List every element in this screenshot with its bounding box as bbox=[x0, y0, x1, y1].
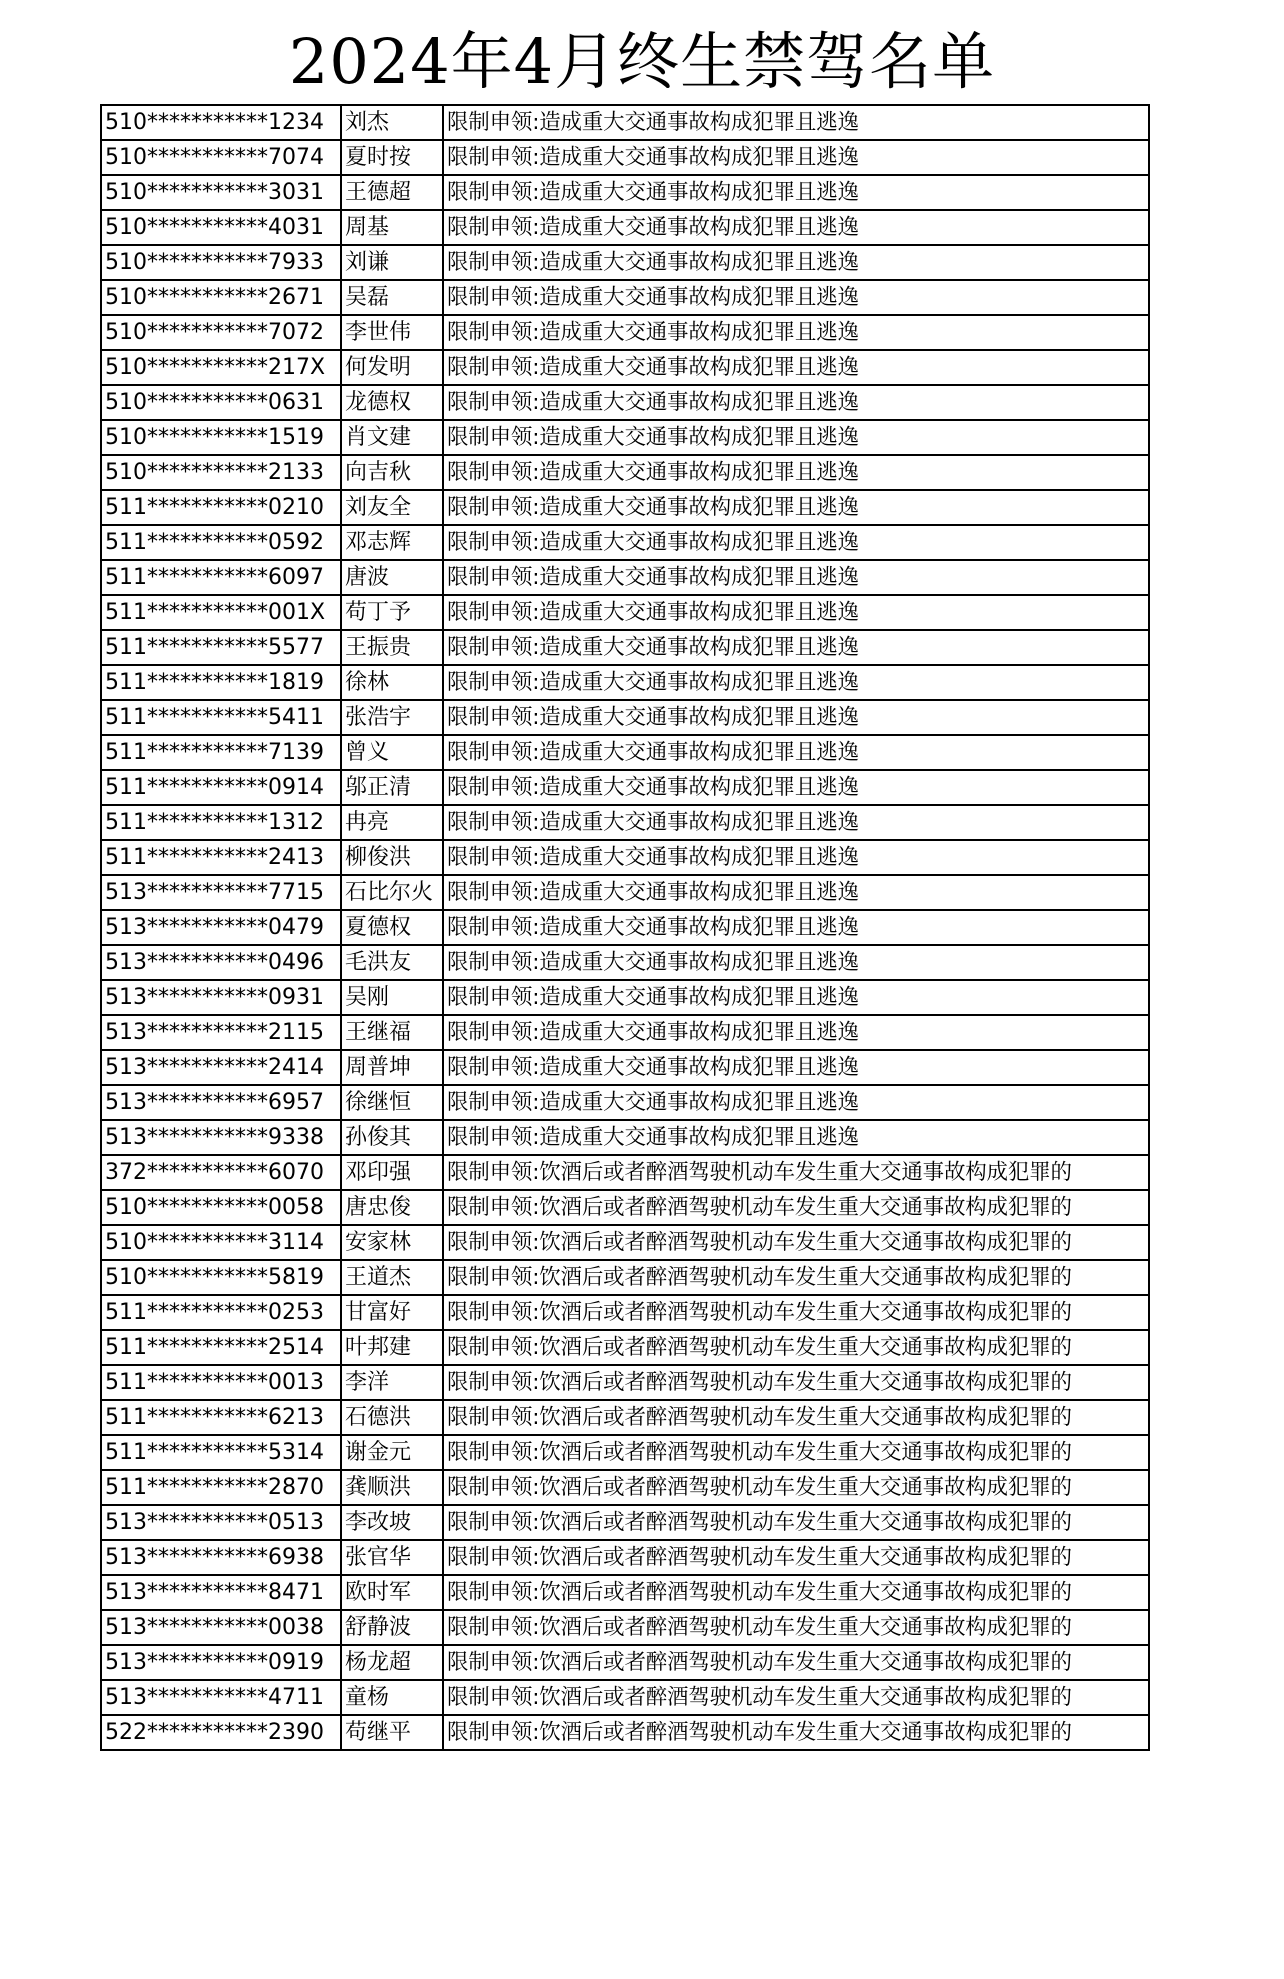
id-number-cell: 513***********0513 bbox=[101, 1505, 341, 1540]
name-cell: 王德超 bbox=[341, 175, 443, 210]
reason-cell: 限制申领:造成重大交通事故构成犯罪且逃逸 bbox=[443, 385, 1149, 420]
id-number-cell: 511***********7139 bbox=[101, 735, 341, 770]
table-row bbox=[101, 945, 1149, 980]
table-row bbox=[101, 1680, 1149, 1715]
table-row bbox=[101, 840, 1149, 875]
id-number-cell: 511***********5314 bbox=[101, 1435, 341, 1470]
id-number-cell: 511***********1819 bbox=[101, 665, 341, 700]
id-number-cell: 513***********7715 bbox=[101, 875, 341, 910]
table-row bbox=[101, 805, 1149, 840]
name-cell: 王道杰 bbox=[341, 1260, 443, 1295]
reason-cell: 限制申领:饮酒后或者醉酒驾驶机动车发生重大交通事故构成犯罪的 bbox=[443, 1470, 1149, 1505]
name-cell: 苟丁予 bbox=[341, 595, 443, 630]
name-cell: 王继福 bbox=[341, 1015, 443, 1050]
id-number-cell: 513***********4711 bbox=[101, 1680, 341, 1715]
id-number-cell: 510***********0058 bbox=[101, 1190, 341, 1225]
name-cell: 王振贵 bbox=[341, 630, 443, 665]
table-row bbox=[101, 735, 1149, 770]
id-number-cell: 372***********6070 bbox=[101, 1155, 341, 1190]
name-cell: 欧时军 bbox=[341, 1575, 443, 1610]
reason-cell: 限制申领:造成重大交通事故构成犯罪且逃逸 bbox=[443, 315, 1149, 350]
reason-cell: 限制申领:饮酒后或者醉酒驾驶机动车发生重大交通事故构成犯罪的 bbox=[443, 1190, 1149, 1225]
id-number-cell: 513***********2414 bbox=[101, 1050, 341, 1085]
table-row bbox=[101, 1330, 1149, 1365]
name-cell: 刘友全 bbox=[341, 490, 443, 525]
id-number-cell: 511***********5411 bbox=[101, 700, 341, 735]
table-row bbox=[101, 1470, 1149, 1505]
id-number-cell: 522***********2390 bbox=[101, 1715, 341, 1750]
name-cell: 邓印强 bbox=[341, 1155, 443, 1190]
name-cell: 龚顺洪 bbox=[341, 1470, 443, 1505]
name-cell: 何发明 bbox=[341, 350, 443, 385]
reason-cell: 限制申领:造成重大交通事故构成犯罪且逃逸 bbox=[443, 560, 1149, 595]
name-cell: 柳俊洪 bbox=[341, 840, 443, 875]
reason-cell: 限制申领:饮酒后或者醉酒驾驶机动车发生重大交通事故构成犯罪的 bbox=[443, 1365, 1149, 1400]
reason-cell: 限制申领:造成重大交通事故构成犯罪且逃逸 bbox=[443, 630, 1149, 665]
reason-cell: 限制申领:造成重大交通事故构成犯罪且逃逸 bbox=[443, 525, 1149, 560]
reason-cell: 限制申领:饮酒后或者醉酒驾驶机动车发生重大交通事故构成犯罪的 bbox=[443, 1435, 1149, 1470]
table-row bbox=[101, 1155, 1149, 1190]
name-cell: 夏时按 bbox=[341, 140, 443, 175]
id-number-cell: 513***********9338 bbox=[101, 1120, 341, 1155]
table-row bbox=[101, 1715, 1149, 1750]
reason-cell: 限制申领:造成重大交通事故构成犯罪且逃逸 bbox=[443, 1050, 1149, 1085]
table-row bbox=[101, 1120, 1149, 1155]
reason-cell: 限制申领:饮酒后或者醉酒驾驶机动车发生重大交通事故构成犯罪的 bbox=[443, 1400, 1149, 1435]
reason-cell: 限制申领:造成重大交通事故构成犯罪且逃逸 bbox=[443, 1085, 1149, 1120]
name-cell: 李改坡 bbox=[341, 1505, 443, 1540]
reason-cell: 限制申领:造成重大交通事故构成犯罪且逃逸 bbox=[443, 980, 1149, 1015]
table-row bbox=[101, 280, 1149, 315]
table-row bbox=[101, 105, 1149, 140]
table-row bbox=[101, 490, 1149, 525]
name-cell: 李洋 bbox=[341, 1365, 443, 1400]
table-row bbox=[101, 770, 1149, 805]
id-number-cell: 511***********2870 bbox=[101, 1470, 341, 1505]
name-cell: 刘谦 bbox=[341, 245, 443, 280]
table-row bbox=[101, 1575, 1149, 1610]
reason-cell: 限制申领:饮酒后或者醉酒驾驶机动车发生重大交通事故构成犯罪的 bbox=[443, 1715, 1149, 1750]
id-number-cell: 510***********1519 bbox=[101, 420, 341, 455]
id-number-cell: 511***********0013 bbox=[101, 1365, 341, 1400]
reason-cell: 限制申领:造成重大交通事故构成犯罪且逃逸 bbox=[443, 210, 1149, 245]
table-row bbox=[101, 1225, 1149, 1260]
name-cell: 刘杰 bbox=[341, 105, 443, 140]
name-cell: 吴磊 bbox=[341, 280, 443, 315]
name-cell: 石比尔火 bbox=[341, 875, 443, 910]
id-number-cell: 510***********2671 bbox=[101, 280, 341, 315]
name-cell: 孙俊其 bbox=[341, 1120, 443, 1155]
id-number-cell: 510***********7072 bbox=[101, 315, 341, 350]
ban-list-body bbox=[101, 105, 1149, 1750]
id-number-cell: 510***********1234 bbox=[101, 105, 341, 140]
reason-cell: 限制申领:造成重大交通事故构成犯罪且逃逸 bbox=[443, 665, 1149, 700]
name-cell: 童杨 bbox=[341, 1680, 443, 1715]
id-number-cell: 511***********5577 bbox=[101, 630, 341, 665]
name-cell: 徐林 bbox=[341, 665, 443, 700]
reason-cell: 限制申领:造成重大交通事故构成犯罪且逃逸 bbox=[443, 140, 1149, 175]
reason-cell: 限制申领:造成重大交通事故构成犯罪且逃逸 bbox=[443, 910, 1149, 945]
table-row bbox=[101, 875, 1149, 910]
id-number-cell: 510***********5819 bbox=[101, 1260, 341, 1295]
id-number-cell: 511***********0914 bbox=[101, 770, 341, 805]
id-number-cell: 511***********0210 bbox=[101, 490, 341, 525]
table-row bbox=[101, 1400, 1149, 1435]
name-cell: 舒静波 bbox=[341, 1610, 443, 1645]
table-row bbox=[101, 1540, 1149, 1575]
table-row bbox=[101, 595, 1149, 630]
reason-cell: 限制申领:饮酒后或者醉酒驾驶机动车发生重大交通事故构成犯罪的 bbox=[443, 1540, 1149, 1575]
reason-cell: 限制申领:饮酒后或者醉酒驾驶机动车发生重大交通事故构成犯罪的 bbox=[443, 1330, 1149, 1365]
reason-cell: 限制申领:饮酒后或者醉酒驾驶机动车发生重大交通事故构成犯罪的 bbox=[443, 1610, 1149, 1645]
reason-cell: 限制申领:造成重大交通事故构成犯罪且逃逸 bbox=[443, 700, 1149, 735]
table-row bbox=[101, 1365, 1149, 1400]
id-number-cell: 510***********0631 bbox=[101, 385, 341, 420]
reason-cell: 限制申领:饮酒后或者醉酒驾驶机动车发生重大交通事故构成犯罪的 bbox=[443, 1155, 1149, 1190]
id-number-cell: 511***********1312 bbox=[101, 805, 341, 840]
table-row bbox=[101, 1190, 1149, 1225]
table-row bbox=[101, 175, 1149, 210]
table-row bbox=[101, 700, 1149, 735]
name-cell: 夏德权 bbox=[341, 910, 443, 945]
table-row bbox=[101, 1085, 1149, 1120]
table-row bbox=[101, 1610, 1149, 1645]
reason-cell: 限制申领:造成重大交通事故构成犯罪且逃逸 bbox=[443, 245, 1149, 280]
name-cell: 苟继平 bbox=[341, 1715, 443, 1750]
id-number-cell: 511***********6213 bbox=[101, 1400, 341, 1435]
name-cell: 曾义 bbox=[341, 735, 443, 770]
id-number-cell: 510***********3114 bbox=[101, 1225, 341, 1260]
table-row bbox=[101, 1435, 1149, 1470]
name-cell: 石德洪 bbox=[341, 1400, 443, 1435]
name-cell: 冉亮 bbox=[341, 805, 443, 840]
id-number-cell: 513***********0919 bbox=[101, 1645, 341, 1680]
id-number-cell: 513***********8471 bbox=[101, 1575, 341, 1610]
name-cell: 邬正清 bbox=[341, 770, 443, 805]
name-cell: 向吉秋 bbox=[341, 455, 443, 490]
reason-cell: 限制申领:饮酒后或者醉酒驾驶机动车发生重大交通事故构成犯罪的 bbox=[443, 1505, 1149, 1540]
reason-cell: 限制申领:造成重大交通事故构成犯罪且逃逸 bbox=[443, 1015, 1149, 1050]
reason-cell: 限制申领:造成重大交通事故构成犯罪且逃逸 bbox=[443, 945, 1149, 980]
reason-cell: 限制申领:造成重大交通事故构成犯罪且逃逸 bbox=[443, 350, 1149, 385]
name-cell: 甘富好 bbox=[341, 1295, 443, 1330]
reason-cell: 限制申领:造成重大交通事故构成犯罪且逃逸 bbox=[443, 420, 1149, 455]
id-number-cell: 511***********001X bbox=[101, 595, 341, 630]
name-cell: 唐忠俊 bbox=[341, 1190, 443, 1225]
id-number-cell: 510***********217X bbox=[101, 350, 341, 385]
table-row bbox=[101, 980, 1149, 1015]
id-number-cell: 511***********2514 bbox=[101, 1330, 341, 1365]
id-number-cell: 510***********7933 bbox=[101, 245, 341, 280]
id-number-cell: 513***********0038 bbox=[101, 1610, 341, 1645]
id-number-cell: 513***********2115 bbox=[101, 1015, 341, 1050]
name-cell: 唐波 bbox=[341, 560, 443, 595]
name-cell: 杨龙超 bbox=[341, 1645, 443, 1680]
reason-cell: 限制申领:饮酒后或者醉酒驾驶机动车发生重大交通事故构成犯罪的 bbox=[443, 1295, 1149, 1330]
name-cell: 吴刚 bbox=[341, 980, 443, 1015]
table-row bbox=[101, 245, 1149, 280]
name-cell: 邓志辉 bbox=[341, 525, 443, 560]
id-number-cell: 510***********7074 bbox=[101, 140, 341, 175]
table-row bbox=[101, 385, 1149, 420]
name-cell: 肖文建 bbox=[341, 420, 443, 455]
id-number-cell: 510***********2133 bbox=[101, 455, 341, 490]
name-cell: 安家林 bbox=[341, 1225, 443, 1260]
reason-cell: 限制申领:造成重大交通事故构成犯罪且逃逸 bbox=[443, 280, 1149, 315]
table-row bbox=[101, 630, 1149, 665]
reason-cell: 限制申领:造成重大交通事故构成犯罪且逃逸 bbox=[443, 175, 1149, 210]
id-number-cell: 510***********3031 bbox=[101, 175, 341, 210]
table-row bbox=[101, 140, 1149, 175]
reason-cell: 限制申领:饮酒后或者醉酒驾驶机动车发生重大交通事故构成犯罪的 bbox=[443, 1260, 1149, 1295]
table-row bbox=[101, 1295, 1149, 1330]
table-row bbox=[101, 1050, 1149, 1085]
reason-cell: 限制申领:造成重大交通事故构成犯罪且逃逸 bbox=[443, 595, 1149, 630]
name-cell: 李世伟 bbox=[341, 315, 443, 350]
reason-cell: 限制申领:造成重大交通事故构成犯罪且逃逸 bbox=[443, 105, 1149, 140]
table-row bbox=[101, 1260, 1149, 1295]
name-cell: 张浩宇 bbox=[341, 700, 443, 735]
id-number-cell: 511***********6097 bbox=[101, 560, 341, 595]
name-cell: 周基 bbox=[341, 210, 443, 245]
id-number-cell: 513***********0479 bbox=[101, 910, 341, 945]
table-row bbox=[101, 455, 1149, 490]
table-row bbox=[101, 1505, 1149, 1540]
table-row bbox=[101, 560, 1149, 595]
reason-cell: 限制申领:饮酒后或者醉酒驾驶机动车发生重大交通事故构成犯罪的 bbox=[443, 1645, 1149, 1680]
table-row bbox=[101, 1015, 1149, 1050]
id-number-cell: 511***********2413 bbox=[101, 840, 341, 875]
reason-cell: 限制申领:饮酒后或者醉酒驾驶机动车发生重大交通事故构成犯罪的 bbox=[443, 1225, 1149, 1260]
name-cell: 毛洪友 bbox=[341, 945, 443, 980]
name-cell: 徐继恒 bbox=[341, 1085, 443, 1120]
id-number-cell: 513***********6938 bbox=[101, 1540, 341, 1575]
id-number-cell: 511***********0592 bbox=[101, 525, 341, 560]
reason-cell: 限制申领:饮酒后或者醉酒驾驶机动车发生重大交通事故构成犯罪的 bbox=[443, 1575, 1149, 1610]
table-row bbox=[101, 420, 1149, 455]
id-number-cell: 513***********0496 bbox=[101, 945, 341, 980]
reason-cell: 限制申领:造成重大交通事故构成犯罪且逃逸 bbox=[443, 770, 1149, 805]
name-cell: 龙德权 bbox=[341, 385, 443, 420]
reason-cell: 限制申领:饮酒后或者醉酒驾驶机动车发生重大交通事故构成犯罪的 bbox=[443, 1680, 1149, 1715]
page-title: 2024年4月终生禁驾名单 bbox=[288, 25, 996, 98]
table-row bbox=[101, 525, 1149, 560]
reason-cell: 限制申领:造成重大交通事故构成犯罪且逃逸 bbox=[443, 490, 1149, 525]
reason-cell: 限制申领:造成重大交通事故构成犯罪且逃逸 bbox=[443, 735, 1149, 770]
reason-cell: 限制申领:造成重大交通事故构成犯罪且逃逸 bbox=[443, 455, 1149, 490]
table-row bbox=[101, 910, 1149, 945]
table-row bbox=[101, 210, 1149, 245]
table-row bbox=[101, 350, 1149, 385]
id-number-cell: 513***********6957 bbox=[101, 1085, 341, 1120]
id-number-cell: 510***********4031 bbox=[101, 210, 341, 245]
reason-cell: 限制申领:造成重大交通事故构成犯罪且逃逸 bbox=[443, 1120, 1149, 1155]
name-cell: 周普坤 bbox=[341, 1050, 443, 1085]
table-row bbox=[101, 665, 1149, 700]
name-cell: 张官华 bbox=[341, 1540, 443, 1575]
name-cell: 谢金元 bbox=[341, 1435, 443, 1470]
reason-cell: 限制申领:造成重大交通事故构成犯罪且逃逸 bbox=[443, 875, 1149, 910]
table-row bbox=[101, 1645, 1149, 1680]
reason-cell: 限制申领:造成重大交通事故构成犯罪且逃逸 bbox=[443, 840, 1149, 875]
id-number-cell: 511***********0253 bbox=[101, 1295, 341, 1330]
name-cell: 叶邦建 bbox=[341, 1330, 443, 1365]
reason-cell: 限制申领:造成重大交通事故构成犯罪且逃逸 bbox=[443, 805, 1149, 840]
id-number-cell: 513***********0931 bbox=[101, 980, 341, 1015]
table-row bbox=[101, 315, 1149, 350]
ban-list-table bbox=[100, 104, 1150, 1751]
